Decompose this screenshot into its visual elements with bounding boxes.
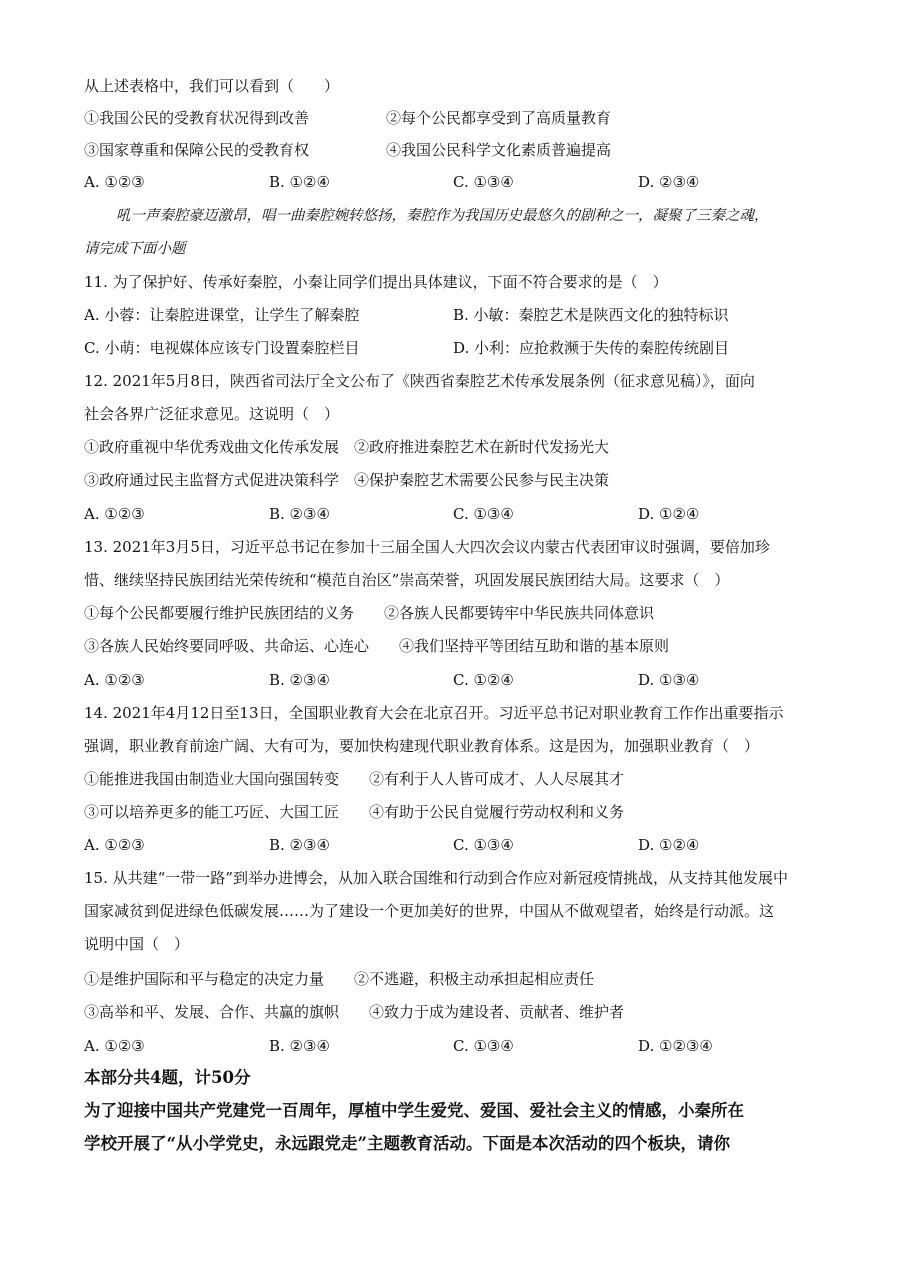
part2-heading: 本部分共4题，计50分 xyxy=(84,1068,251,1087)
q11-option-d: D. 小利：应抢救濒于失传的秦腔传统剧目 xyxy=(453,339,730,357)
q15-option-c: C. ①③④ xyxy=(453,1037,514,1055)
q10-statement-3: ③国家尊重和保障公民的受教育权 xyxy=(84,141,310,159)
q10-option-b: B. ①②④ xyxy=(269,173,330,191)
q11-option-b: B. 小敏：秦腔艺术是陕西文化的独特标识 xyxy=(453,306,729,324)
q14-statements-3-4: ③可以培养更多的能工巧匠、大国工匠 ④有助于公民自觉履行劳动权利和义务 xyxy=(84,803,625,821)
q11-option-a: A. 小蓉：让秦腔进课堂，让学生了解秦腔 xyxy=(84,306,360,324)
q12-option-a: A. ①②③ xyxy=(84,505,145,523)
part2-intro-line-1: 为了迎接中国共产党建党一百周年，厚植中学生爱党、爱国、爱社会主义的情感，小秦所在 xyxy=(84,1101,744,1120)
q14-option-c: C. ①③④ xyxy=(453,836,514,854)
q13-option-d: D. ①③④ xyxy=(638,671,700,689)
q14-option-d: D. ①②④ xyxy=(638,836,700,854)
q15-statements-1-2: ①是维护国际和平与稳定的决定力量 ②不逃避，积极主动承担起相应责任 xyxy=(84,970,595,988)
q14-option-b: B. ②③④ xyxy=(269,836,330,854)
q12-option-b: B. ②③④ xyxy=(269,505,330,523)
q13-statements-1-2: ①每个公民都要履行维护民族团结的义务 ②各族人民都要铸牢中华民族共同体意识 xyxy=(84,604,655,622)
passage-line-1: 吼一声秦腔豪迈激昂，唱一曲秦腔婉转悠扬，秦腔作为我国历史最悠久的剧种之一，凝聚了三秦之魂， xyxy=(116,208,769,224)
passage-line-2: 请完成下面小题 xyxy=(84,241,186,257)
q15-option-a: A. ①②③ xyxy=(84,1037,145,1055)
q10-statement-2: ②每个公民都享受到了高质量教育 xyxy=(386,109,612,127)
q13-option-c: C. ①②④ xyxy=(453,671,514,689)
q10-option-d: D. ②③④ xyxy=(638,173,700,191)
part2-intro-line-2: 学校开展了“从小学党史，永远跟党走”主题教育活动。下面是本次活动的四个板块，请你 xyxy=(84,1134,730,1153)
q13-stem-line-1: 13. 2021年3月5日，习近平总书记在参加十三届全国人大四次会议内蒙古代表团审议时强调，要倍加珍 xyxy=(84,538,770,556)
q15-stem-line-2: 国家减贫到促进绿色低碳发展……为了建设一个更加美好的世界，中国从不做观望者，始终是行动派。这 xyxy=(84,902,775,920)
q10-option-a: A. ①②③ xyxy=(84,173,145,191)
q15-option-b: B. ②③④ xyxy=(269,1037,330,1055)
q15-stem-line-1: 15. 从共建“一带一路”到举办进博会，从加入联合国维和行动到合作应对新冠疫情挑战，从支持其他发展中 xyxy=(84,869,788,887)
q12-option-c: C. ①③④ xyxy=(453,505,514,523)
q10-stem: 从上述表格中，我们可以看到（ ） xyxy=(84,77,340,95)
q12-option-d: D. ①②④ xyxy=(638,505,700,523)
q15-statements-3-4: ③高举和平、发展、合作、共赢的旗帜 ④致力于成为建设者、贡献者、维护者 xyxy=(84,1003,625,1021)
q11-stem: 11. 为了保护好、传承好秦腔，小秦让同学们提出具体建议，下面不符合要求的是（ ） xyxy=(84,273,668,291)
q12-statements-3-4: ③政府通过民主监督方式促进决策科学 ④保护秦腔艺术需要公民参与民主决策 xyxy=(84,471,610,489)
q15-option-d: D. ①②③④ xyxy=(638,1037,713,1055)
q13-option-a: A. ①②③ xyxy=(84,671,145,689)
q13-statements-3-4: ③各族人民始终要同呼吸、共命运、心连心 ④我们坚持平等团结互助和谐的基本原则 xyxy=(84,637,670,655)
q11-option-c: C. 小萌：电视媒体应该专门设置秦腔栏目 xyxy=(84,339,360,357)
q10-statement-1: ①我国公民的受教育状况得到改善 xyxy=(84,109,310,127)
q12-statements-1-2: ①政府重视中华优秀戏曲文化传承发展 ②政府推进秦腔艺术在新时代发扬光大 xyxy=(84,438,610,456)
q10-statement-4: ④我国公民科学文化素质普遍提高 xyxy=(386,141,612,159)
q15-stem-line-3: 说明中国（ ） xyxy=(84,935,190,953)
q13-stem-line-2: 惜、继续坚持民族团结光荣传统和“模范自治区”崇高荣誉，巩固发展民族团结大局。这要求（ ） xyxy=(84,571,730,589)
q14-stem-line-2: 强调，职业教育前途广阔、大有可为，要加快构建现代职业教育体系。这是因为，加强职业教育（ ） xyxy=(84,737,760,755)
q14-statements-1-2: ①能推进我国由制造业大国向强国转变 ②有利于人人皆可成才、人人尽展其才 xyxy=(84,770,625,788)
q12-stem-line-1: 12. 2021年5月8日，陕西省司法厅全文公布了《陕西省秦腔艺术传承发展条例（征求意见稿）》，面向 xyxy=(84,372,755,390)
q14-stem-line-1: 14. 2021年4月12日至13日，全国职业教育大会在北京召开。习近平总书记对职业教育工作作出重要指示 xyxy=(84,704,784,722)
q10-option-c: C. ①③④ xyxy=(453,173,514,191)
q14-option-a: A. ①②③ xyxy=(84,836,145,854)
q12-stem-line-2: 社会各界广泛征求意见。这说明（ ） xyxy=(84,405,340,423)
q13-option-b: B. ②③④ xyxy=(269,671,330,689)
